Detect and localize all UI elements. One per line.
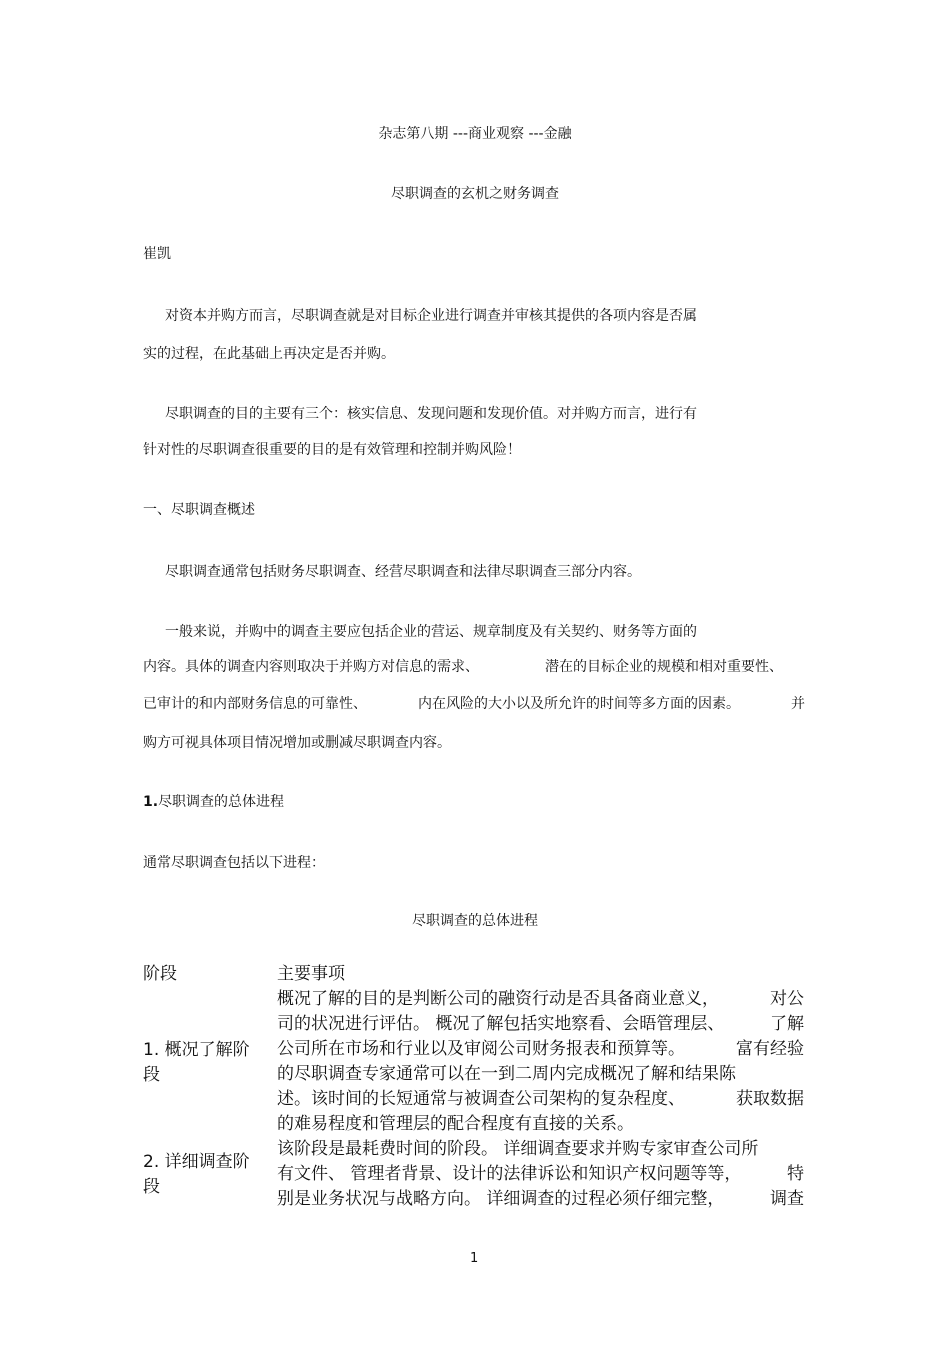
table-row-2-line-1: 该阶段是最耗费时间的阶段。 详细调查要求并购专家审查公司所 bbox=[277, 1139, 759, 1159]
table-row-1-line-6: 的难易程度和管理层的配合程度有直接的关系。 bbox=[277, 1114, 634, 1134]
table-caption: 尽职调查的总体进程 bbox=[412, 913, 538, 929]
table-row-1-line-1 bbox=[277, 987, 804, 1012]
page-number: 1 bbox=[470, 1251, 479, 1266]
subsection-number: 1. bbox=[143, 794, 159, 810]
subsection-heading bbox=[143, 792, 284, 812]
table-row-1-line-5 bbox=[277, 1087, 804, 1112]
table-header-stage: 阶段 bbox=[143, 964, 177, 984]
table-row-2-stage-line-2: 段 bbox=[143, 1177, 160, 1197]
table-row-2-line-2 bbox=[277, 1162, 804, 1187]
paragraph-4-line-1: 一般来说，并购中的调查主要应包括企业的营运、规章制度及有关契约、财务等方面的 bbox=[165, 624, 697, 640]
text-segment: 了解 bbox=[770, 1014, 804, 1034]
paragraph-3: 尽职调查通常包括财务尽职调查、经营尽职调查和法律尽职调查三部分内容。 bbox=[165, 564, 641, 580]
table-row-1-stage-line-2: 段 bbox=[143, 1065, 160, 1085]
paragraph-4-line-3-part-b: 内在风险的大小以及所允许的时间等多方面的因素。 bbox=[418, 696, 740, 712]
paragraph-4-line-2 bbox=[143, 657, 783, 677]
table-row-2-stage-line-1: 2. 详细调查阶 bbox=[143, 1152, 250, 1172]
table-row-1-line-4: 的尽职调查专家通常可以在一到二周内完成概况了解和结果陈 bbox=[277, 1064, 736, 1084]
section-heading-overview: 一、尽职调查概述 bbox=[143, 502, 255, 518]
table-row-1-line-2 bbox=[277, 1012, 804, 1037]
paragraph-4-line-3-part-c: 并 bbox=[791, 696, 805, 712]
text-segment: 对公 bbox=[770, 989, 804, 1009]
paragraph-4-line-4: 购方可视具体项目情况增加或删减尽职调查内容。 bbox=[143, 735, 451, 751]
text-segment: 述。该时间的长短通常与被调查公司架构的复杂程度、 bbox=[277, 1089, 685, 1109]
paragraph-4-line-2-part-a: 内容。具体的调查内容则取决于并购方对信息的需求、 bbox=[143, 659, 479, 675]
paragraph-4-line-3-part-a: 已审计的和内部财务信息的可靠性、 bbox=[143, 696, 367, 712]
process-intro: 通常尽职调查包括以下进程： bbox=[143, 855, 325, 871]
table-row-1-line-3 bbox=[277, 1037, 804, 1062]
table-header-items: 主要事项 bbox=[277, 964, 345, 984]
table-row-2-line-3 bbox=[277, 1187, 804, 1212]
paragraph-2-line-1: 尽职调查的目的主要有三个：核实信息、发现问题和发现价值。对并购方而言，进行有 bbox=[165, 406, 697, 422]
text-segment: 司的状况进行评估。 概况了解包括实地察看、会晤管理层、 bbox=[277, 1014, 725, 1034]
text-segment: 有文件、 管理者背景、设计的法律诉讼和知识产权问题等等， bbox=[277, 1164, 742, 1184]
table-row-2-items bbox=[277, 1137, 804, 1212]
table-row-1-stage-line-1: 1. 概况了解阶 bbox=[143, 1040, 250, 1060]
paragraph-4-line-2-part-b: 潜在的目标企业的规模和相对重要性、 bbox=[545, 659, 783, 675]
magazine-header: 杂志第八期 ---商业观察 ---金融 bbox=[378, 126, 572, 142]
paragraph-4-line-3 bbox=[143, 694, 805, 714]
paragraph-1-line-2: 实的过程，在此基础上再决定是否并购。 bbox=[143, 346, 395, 362]
text-segment: 别是业务状况与战略方向。 详细调查的过程必须仔细完整， bbox=[277, 1189, 725, 1209]
paragraph-1-line-1: 对资本并购方而言，尽职调查就是对目标企业进行调查并审核其提供的各项内容是否属 bbox=[165, 308, 697, 324]
text-segment: 富有经验 bbox=[736, 1039, 804, 1059]
table-row-1-items bbox=[277, 987, 804, 1137]
paragraph-2-line-2: 针对性的尽职调查很重要的目的是有效管理和控制并购风险！ bbox=[143, 442, 521, 458]
text-segment: 公司所在市场和行业以及审阅公司财务报表和预算等。 bbox=[277, 1039, 685, 1059]
text-segment: 概况了解的目的是判断公司的融资行动是否具备商业意义， bbox=[277, 989, 719, 1009]
author-name: 崔凯 bbox=[143, 246, 171, 262]
text-segment: 特 bbox=[787, 1164, 804, 1184]
article-title: 尽职调查的玄机之财务调查 bbox=[391, 186, 559, 202]
text-segment: 获取数据 bbox=[736, 1089, 804, 1109]
subsection-title: 尽职调查的总体进程 bbox=[158, 794, 285, 810]
text-segment: 调查 bbox=[770, 1189, 804, 1209]
